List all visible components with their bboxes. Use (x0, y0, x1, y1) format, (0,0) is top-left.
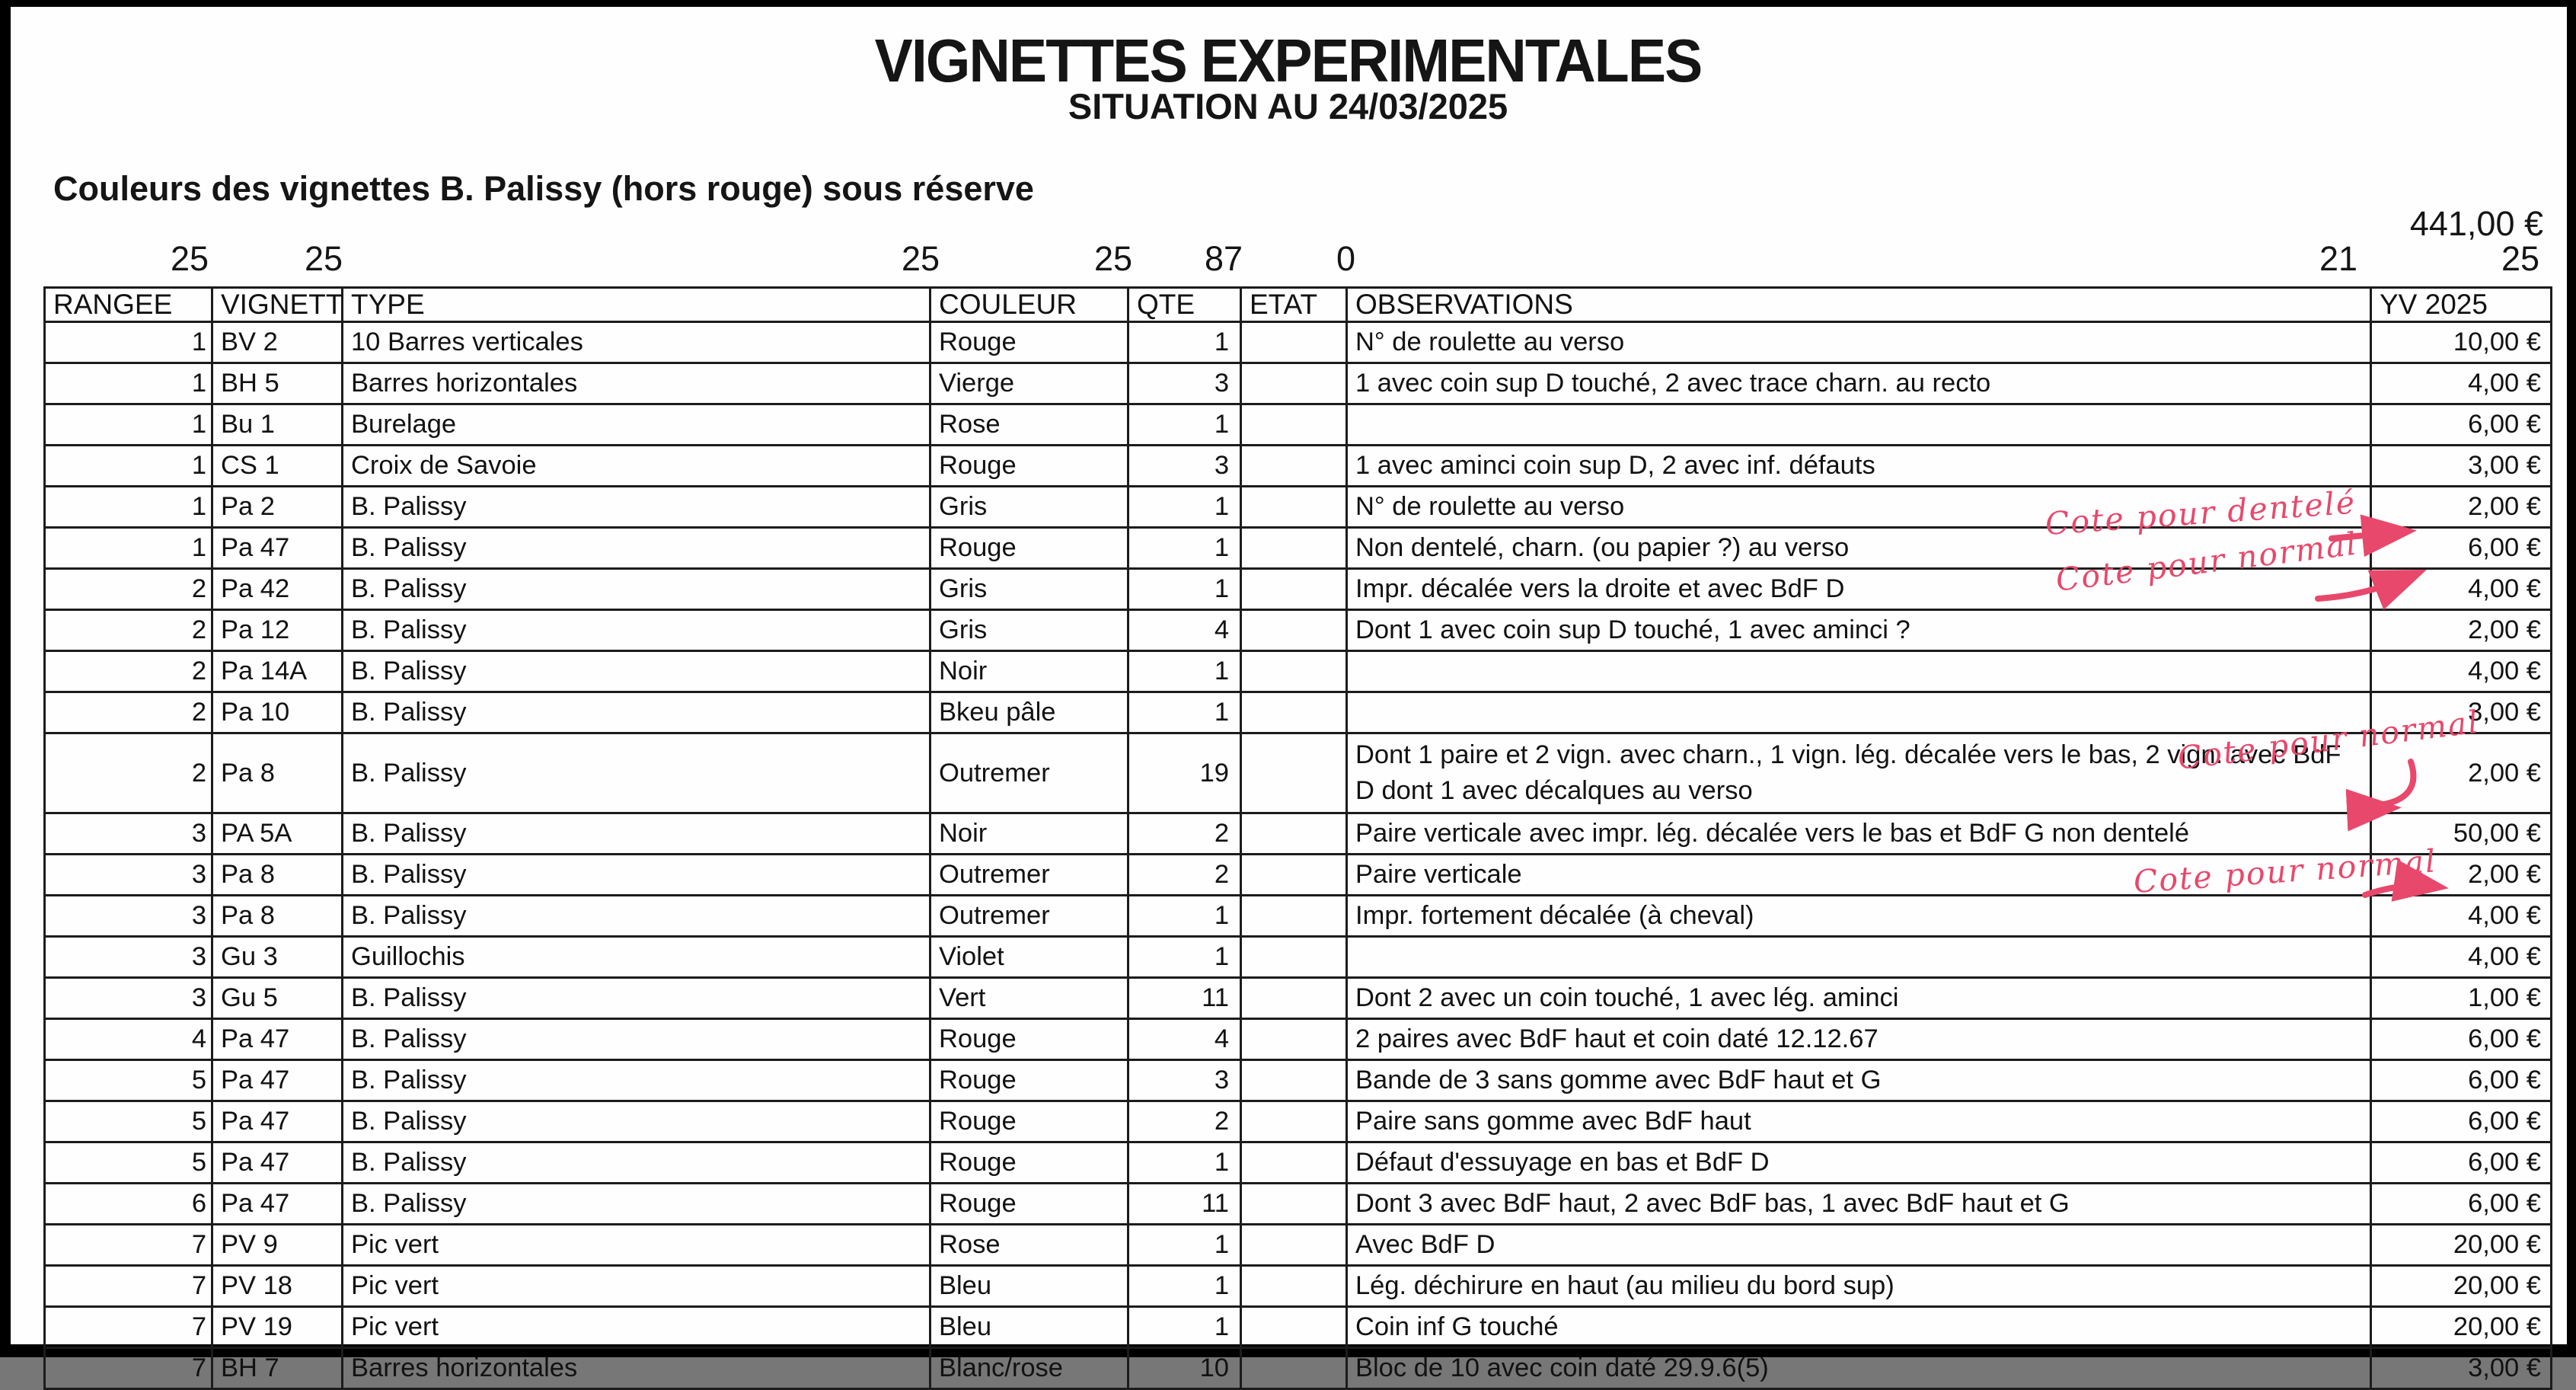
cell-type: B. Palissy (343, 1101, 930, 1142)
cell-etat (1241, 487, 1347, 528)
cell-etat (1241, 528, 1347, 569)
cell-type: 10 Barres verticales (343, 322, 930, 363)
cell-etat (1241, 1142, 1347, 1184)
cell-type: Pic vert (343, 1225, 930, 1266)
cell-yv2025: 50,00 € (2371, 813, 2552, 855)
cell-vignette: Pa 14A (212, 651, 343, 692)
cell-type: Burelage (343, 404, 930, 446)
cell-vignette: PV 9 (212, 1225, 343, 1266)
table-row (45, 446, 2552, 487)
handwritten-annotation: Cote pour normal (2054, 525, 2360, 599)
page-title: VIGNETTES EXPERIMENTALES (874, 27, 1702, 94)
cell-rangee: 3 (45, 813, 212, 855)
cell-yv2025: 2,00 € (2371, 610, 2552, 651)
cell-qte: 4 (1128, 610, 1241, 651)
cell-observations: Bande de 3 sans gomme avec BdF haut et G (1347, 1060, 2371, 1101)
cell-couleur: Rouge (930, 1142, 1128, 1184)
cell-qte: 10 (1128, 1348, 1241, 1389)
cell-type: B. Palissy (343, 610, 930, 651)
header-cell: TYPE (343, 288, 930, 322)
cell-observations: Dont 1 avec coin sup D touché, 1 avec aminci ? (1347, 610, 2371, 651)
header-cell: RANGEE (45, 288, 212, 322)
cell-type: B. Palissy (343, 1184, 930, 1225)
table-row (45, 813, 2552, 855)
table-row (45, 1019, 2552, 1060)
cell-vignette: BV 2 (212, 322, 343, 363)
cell-yv2025: 4,00 € (2371, 569, 2552, 610)
cell-etat (1241, 404, 1347, 446)
cell-etat (1241, 610, 1347, 651)
table-row (45, 692, 2552, 733)
cell-type: Croix de Savoie (343, 446, 930, 487)
cell-type: B. Palissy (343, 487, 930, 528)
cell-yv2025: 20,00 € (2371, 1225, 2552, 1266)
cell-vignette: BH 5 (212, 363, 343, 404)
cell-observations: 1 avec aminci coin sup D, 2 avec inf. défauts (1347, 446, 2371, 487)
cell-rangee: 5 (45, 1101, 212, 1142)
cell-vignette: PV 18 (212, 1266, 343, 1307)
cell-type: B. Palissy (343, 692, 930, 733)
cell-etat (1241, 322, 1347, 363)
cell-qte: 1 (1128, 937, 1241, 978)
column-number: 21 (2319, 239, 2357, 278)
column-number: 25 (304, 239, 343, 278)
cell-observations: Avec BdF D (1347, 1225, 2371, 1266)
cell-couleur: Bleu (930, 1266, 1128, 1307)
cell-vignette: Gu 3 (212, 937, 343, 978)
table-row (45, 978, 2552, 1019)
cell-qte: 11 (1128, 1184, 1241, 1225)
cell-rangee: 1 (45, 322, 212, 363)
cell-type: B. Palissy (343, 1019, 930, 1060)
cell-yv2025: 4,00 € (2371, 896, 2552, 937)
scan-border-left (0, 0, 11, 1357)
cell-etat (1241, 733, 1347, 813)
column-number: 25 (170, 239, 209, 278)
cell-etat (1241, 1266, 1347, 1307)
cell-rangee: 1 (45, 528, 212, 569)
cell-observations: N° de roulette au verso (1347, 322, 2371, 363)
table-row (45, 322, 2552, 363)
cell-qte: 2 (1128, 855, 1241, 896)
cell-couleur: Rouge (930, 1101, 1128, 1142)
color-reserve-note: Couleurs des vignettes B. Palissy (hors rouge) sous réserve (53, 169, 1034, 208)
cell-couleur: Gris (930, 610, 1128, 651)
cell-vignette: Pa 8 (212, 896, 343, 937)
table-row (45, 610, 2552, 651)
cell-observations: Paire verticale (1347, 855, 2371, 896)
cell-rangee: 1 (45, 487, 212, 528)
page-subtitle: SITUATION AU 24/03/2025 (1068, 86, 1508, 126)
cell-etat (1241, 1307, 1347, 1348)
cell-etat (1241, 446, 1347, 487)
cell-qte: 3 (1128, 446, 1241, 487)
cell-vignette: CS 1 (212, 446, 343, 487)
cell-yv2025: 4,00 € (2371, 651, 2552, 692)
cell-observations: Coin inf G touché (1347, 1307, 2371, 1348)
cell-couleur: Rouge (930, 1019, 1128, 1060)
cell-vignette: Pa 8 (212, 733, 343, 813)
cell-observations (1347, 937, 2371, 978)
cell-rangee: 7 (45, 1307, 212, 1348)
cell-vignette: Pa 10 (212, 692, 343, 733)
handwritten-annotation: Cote pour normal (2132, 842, 2438, 900)
cell-qte: 2 (1128, 813, 1241, 855)
column-number: 0 (1336, 239, 1355, 278)
handwritten-annotation: Cote pour normal (2175, 703, 2482, 777)
cell-observations (1347, 692, 2371, 733)
cell-qte: 1 (1128, 1225, 1241, 1266)
cell-couleur: Vert (930, 978, 1128, 1019)
cell-qte: 1 (1128, 528, 1241, 569)
cell-rangee: 1 (45, 404, 212, 446)
table-row (45, 1060, 2552, 1101)
cell-vignette: Pa 47 (212, 1142, 343, 1184)
cell-vignette: Bu 1 (212, 404, 343, 446)
cell-vignette: Pa 12 (212, 610, 343, 651)
cell-etat (1241, 1101, 1347, 1142)
cell-rangee: 7 (45, 1266, 212, 1307)
cell-type: B. Palissy (343, 651, 930, 692)
cell-type: B. Palissy (343, 569, 930, 610)
cell-rangee: 5 (45, 1060, 212, 1101)
vignettes-table (43, 286, 2552, 1390)
cell-couleur: Bleu (930, 1307, 1128, 1348)
scan-border-top (0, 0, 2576, 7)
cell-yv2025: 20,00 € (2371, 1266, 2552, 1307)
cell-type: B. Palissy (343, 896, 930, 937)
column-number: 87 (1204, 239, 1243, 278)
table-row (45, 404, 2552, 446)
cell-rangee: 1 (45, 363, 212, 404)
cell-qte: 1 (1128, 569, 1241, 610)
cell-observations: Lég. déchirure en haut (au milieu du bord sup) (1347, 1266, 2371, 1307)
cell-qte: 1 (1128, 487, 1241, 528)
table-row (45, 363, 2552, 404)
cell-yv2025: 3,00 € (2371, 692, 2552, 733)
cell-couleur: Gris (930, 569, 1128, 610)
cell-vignette: PV 19 (212, 1307, 343, 1348)
cell-observations: Paire verticale avec impr. lég. décalée vers le bas et BdF G non dentelé (1347, 813, 2371, 855)
table-row (45, 1184, 2552, 1225)
cell-rangee: 2 (45, 692, 212, 733)
cell-etat (1241, 363, 1347, 404)
cell-etat (1241, 978, 1347, 1019)
cell-couleur: Rose (930, 404, 1128, 446)
cell-type: Pic vert (343, 1307, 930, 1348)
cell-vignette: Pa 47 (212, 528, 343, 569)
cell-rangee: 2 (45, 651, 212, 692)
cell-etat (1241, 813, 1347, 855)
cell-rangee: 5 (45, 1142, 212, 1184)
cell-yv2025: 4,00 € (2371, 937, 2552, 978)
cell-type: Barres horizontales (343, 1348, 930, 1389)
cell-type: B. Palissy (343, 855, 930, 896)
cell-type: Guillochis (343, 937, 930, 978)
cell-observations: Non dentelé, charn. (ou papier ?) au verso (1347, 528, 2371, 569)
cell-type: B. Palissy (343, 1060, 930, 1101)
table-row (45, 896, 2552, 937)
cell-etat (1241, 1060, 1347, 1101)
total-value: 441,00 € (2409, 204, 2543, 243)
table-row (45, 1142, 2552, 1184)
cell-couleur: Rouge (930, 528, 1128, 569)
cell-type: Barres horizontales (343, 363, 930, 404)
cell-yv2025: 6,00 € (2371, 1184, 2552, 1225)
cell-observations (1347, 404, 2371, 446)
cell-couleur: Rouge (930, 322, 1128, 363)
cell-couleur: Outremer (930, 855, 1128, 896)
cell-yv2025: 4,00 € (2371, 363, 2552, 404)
cell-observations: Impr. fortement décalée (à cheval) (1347, 896, 2371, 937)
cell-yv2025: 2,00 € (2371, 487, 2552, 528)
cell-etat (1241, 937, 1347, 978)
cell-observations: Dont 1 paire et 2 vign. avec charn., 1 vign. lég. décalée vers le bas, 2 vign. avec BdF D dont 1 avec décalques au verso (1347, 733, 2371, 813)
cell-observations: 2 paires avec BdF haut et coin daté 12.12.67 (1347, 1019, 2371, 1060)
cell-type: B. Palissy (343, 528, 930, 569)
cell-qte: 1 (1128, 1266, 1241, 1307)
cell-vignette: Pa 47 (212, 1101, 343, 1142)
cell-vignette: Pa 47 (212, 1184, 343, 1225)
cell-rangee: 3 (45, 896, 212, 937)
cell-observations: Défaut d'essuyage en bas et BdF D (1347, 1142, 2371, 1184)
cell-rangee: 7 (45, 1348, 212, 1389)
table-row (45, 1348, 2552, 1389)
cell-rangee: 2 (45, 569, 212, 610)
cell-qte: 19 (1128, 733, 1241, 813)
cell-yv2025: 2,00 € (2371, 855, 2552, 896)
column-number: 25 (1093, 239, 1132, 278)
cell-yv2025: 20,00 € (2371, 1307, 2552, 1348)
cell-yv2025: 6,00 € (2371, 1060, 2552, 1101)
cell-observations: 1 avec coin sup D touché, 2 avec trace charn. au recto (1347, 363, 2371, 404)
cell-etat (1241, 896, 1347, 937)
cell-etat (1241, 1225, 1347, 1266)
column-number: 25 (2501, 239, 2539, 278)
cell-yv2025: 3,00 € (2371, 446, 2552, 487)
table-row (45, 651, 2552, 692)
cell-etat (1241, 1019, 1347, 1060)
table-row (45, 937, 2552, 978)
table-row (45, 1101, 2552, 1142)
table-row (45, 1307, 2552, 1348)
cell-observations: Bloc de 10 avec coin daté 29.9.6(5) (1347, 1348, 2371, 1389)
cell-observations (1347, 651, 2371, 692)
cell-couleur: Violet (930, 937, 1128, 978)
cell-vignette: Pa 2 (212, 487, 343, 528)
cell-qte: 3 (1128, 363, 1241, 404)
cell-vignette: Pa 47 (212, 1019, 343, 1060)
cell-type: B. Palissy (343, 978, 930, 1019)
cell-couleur: Rose (930, 1225, 1128, 1266)
cell-qte: 1 (1128, 1142, 1241, 1184)
cell-rangee: 6 (45, 1184, 212, 1225)
cell-couleur: Outremer (930, 733, 1128, 813)
cell-couleur: Vierge (930, 363, 1128, 404)
cell-observations: Dont 2 avec un coin touché, 1 avec lég. aminci (1347, 978, 2371, 1019)
cell-rangee: 2 (45, 733, 212, 813)
cell-yv2025: 6,00 € (2371, 528, 2552, 569)
cell-type: Pic vert (343, 1266, 930, 1307)
handwritten-annotation: Cote pour dentelé (2044, 484, 2357, 542)
table-header-row (45, 288, 2552, 322)
cell-couleur: Gris (930, 487, 1128, 528)
table-row (45, 1225, 2552, 1266)
cell-rangee: 4 (45, 1019, 212, 1060)
cell-yv2025: 10,00 € (2371, 322, 2552, 363)
column-number: 25 (901, 239, 940, 278)
cell-vignette: Pa 47 (212, 1060, 343, 1101)
scan-border-right (2567, 0, 2576, 1357)
cell-couleur: Blanc/rose (930, 1348, 1128, 1389)
cell-couleur: Rouge (930, 446, 1128, 487)
cell-couleur: Rouge (930, 1184, 1128, 1225)
cell-etat (1241, 569, 1347, 610)
cell-qte: 1 (1128, 1307, 1241, 1348)
header-cell: QTE (1128, 288, 1241, 322)
cell-rangee: 3 (45, 937, 212, 978)
cell-rangee: 7 (45, 1225, 212, 1266)
cell-couleur: Outremer (930, 896, 1128, 937)
cell-qte: 2 (1128, 1101, 1241, 1142)
cell-yv2025: 6,00 € (2371, 1101, 2552, 1142)
cell-rangee: 3 (45, 978, 212, 1019)
cell-etat (1241, 1348, 1347, 1389)
cell-qte: 1 (1128, 692, 1241, 733)
cell-vignette: Pa 8 (212, 855, 343, 896)
cell-qte: 11 (1128, 978, 1241, 1019)
cell-couleur: Bkeu pâle (930, 692, 1128, 733)
table-row (45, 733, 2552, 813)
header-cell: COULEUR (930, 288, 1128, 322)
cell-etat (1241, 651, 1347, 692)
cell-yv2025: 2,00 € (2371, 733, 2552, 813)
cell-yv2025: 6,00 € (2371, 404, 2552, 446)
header-cell: ETAT (1241, 288, 1347, 322)
cell-yv2025: 1,00 € (2371, 978, 2552, 1019)
cell-type: B. Palissy (343, 1142, 930, 1184)
header-cell: YV 2025 (2371, 288, 2552, 322)
cell-yv2025: 6,00 € (2371, 1142, 2552, 1184)
cell-vignette: Pa 42 (212, 569, 343, 610)
cell-rangee: 3 (45, 855, 212, 896)
cell-type: B. Palissy (343, 733, 930, 813)
cell-rangee: 1 (45, 446, 212, 487)
cell-qte: 3 (1128, 1060, 1241, 1101)
cell-yv2025: 6,00 € (2371, 1019, 2552, 1060)
table-row (45, 1266, 2552, 1307)
cell-couleur: Noir (930, 813, 1128, 855)
cell-vignette: PA 5A (212, 813, 343, 855)
cell-yv2025: 3,00 € (2371, 1348, 2552, 1389)
cell-qte: 1 (1128, 896, 1241, 937)
cell-qte: 1 (1128, 651, 1241, 692)
cell-observations: Paire sans gomme avec BdF haut (1347, 1101, 2371, 1142)
cell-vignette: BH 7 (212, 1348, 343, 1389)
header-cell: VIGNETT (212, 288, 343, 322)
cell-qte: 1 (1128, 404, 1241, 446)
cell-etat (1241, 855, 1347, 896)
cell-observations: Dont 3 avec BdF haut, 2 avec BdF bas, 1 avec BdF haut et G (1347, 1184, 2371, 1225)
header-cell: OBSERVATIONS (1347, 288, 2371, 322)
cell-observations: N° de roulette au verso (1347, 487, 2371, 528)
cell-couleur: Noir (930, 651, 1128, 692)
cell-type: B. Palissy (343, 813, 930, 855)
cell-vignette: Gu 5 (212, 978, 343, 1019)
cell-couleur: Rouge (930, 1060, 1128, 1101)
cell-qte: 4 (1128, 1019, 1241, 1060)
cell-rangee: 2 (45, 610, 212, 651)
cell-qte: 1 (1128, 322, 1241, 363)
cell-observations: Impr. décalée vers la droite et avec BdF D (1347, 569, 2371, 610)
cell-etat (1241, 1184, 1347, 1225)
cell-etat (1241, 692, 1347, 733)
